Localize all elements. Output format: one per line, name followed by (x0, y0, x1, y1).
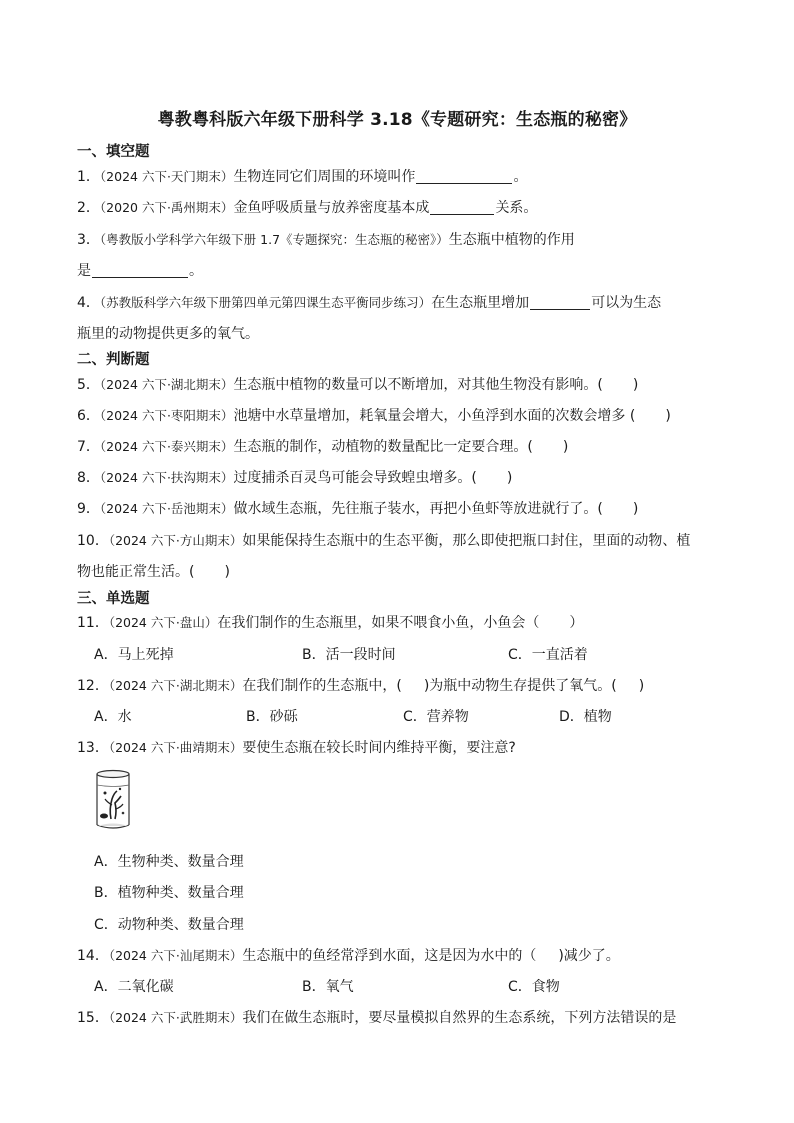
question-end: ) (506, 470, 513, 486)
question-source: （2024 六下·曲靖期末） (108, 740, 243, 755)
question-2 (77, 197, 537, 217)
option-c[interactable]: C．一直活着 (508, 647, 588, 663)
option-a[interactable]: A．水 (94, 709, 132, 725)
question-end: 。 (189, 263, 203, 279)
question-number: 11． (77, 615, 109, 631)
question-3 (77, 229, 575, 249)
answer-blank[interactable] (92, 263, 188, 278)
section-heading-single-choice: 三、单选题 (77, 591, 150, 607)
ecology-bottle-image (93, 769, 133, 831)
question-text: 生态瓶中植物的作用 (448, 232, 575, 248)
option-b[interactable]: B．活一段时间 (302, 647, 396, 663)
question-number: 14． (77, 948, 109, 964)
question-end: ) (562, 439, 569, 455)
question-end: )减少了。 (558, 948, 620, 964)
question-6 (77, 405, 671, 425)
question-text: 做水域生态瓶，先往瓶子装水，再把小鱼虾等放进就行了。( (233, 501, 603, 517)
question-number: 10． (77, 533, 109, 549)
question-source: （2024 六下·天门期末） (99, 169, 234, 184)
question-number: 7． (77, 439, 100, 455)
option-c[interactable]: C．动物种类、数量合理 (94, 917, 244, 933)
question-8 (77, 467, 512, 487)
question-number: 2． (77, 200, 100, 216)
question-number: 4． (77, 295, 100, 311)
section-heading-true-false: 二、判断题 (77, 352, 150, 368)
question-source: （2024 六下·岳池期末） (99, 501, 234, 516)
question-text: 池塘中水草量增加，耗氧量会增大，小鱼浮到水面的次数会增多 ( (233, 408, 636, 424)
question-text: 生态瓶中的鱼经常浮到水面，这是因为水中的（ (242, 948, 537, 964)
question-text: 生态瓶中植物的数量可以不断增加，对其他生物没有影响。( (233, 377, 603, 393)
question-number: 13． (77, 740, 109, 756)
question-text: 在我们制作的生态瓶里，如果不喂食小鱼，小鱼会（ (217, 615, 540, 631)
question-13 (77, 737, 516, 757)
option-d[interactable]: D．植物 (559, 709, 612, 725)
question-11 (77, 612, 583, 632)
question-text: 金鱼呼吸质量与放养密度基本成 (233, 200, 430, 216)
section-heading-fill-blank: 一、填空题 (77, 144, 150, 160)
question-source: （苏教版科学六年级下册第四单元第四课生态平衡同步练习） (99, 295, 432, 310)
question-source: （2020 六下·禹州期末） (99, 200, 234, 215)
question-number: 3． (77, 232, 100, 248)
question-10 (77, 530, 690, 550)
option-b[interactable]: B．植物种类、数量合理 (94, 885, 244, 901)
question-end: 关系。 (495, 200, 538, 216)
question-10-line-2 (77, 561, 230, 581)
question-end: ) (638, 678, 645, 694)
question-number: 9． (77, 501, 100, 517)
question-end: 。 (513, 169, 528, 185)
question-text: 要使生态瓶在较长时间内维持平衡，要注意? (242, 740, 516, 756)
question-3-line-2 (77, 260, 203, 280)
question-source: （2024 六下·汕尾期末） (108, 948, 243, 963)
question-number: 6． (77, 408, 100, 424)
question-number: 12． (77, 678, 109, 694)
question-text: 在生态瓶里增加 (431, 295, 530, 311)
question-end: ) (224, 564, 230, 580)
question-number: 5． (77, 377, 100, 393)
question-text: 物也能正常生活。( (77, 564, 195, 580)
question-text: 生物连同它们周围的环境叫作 (233, 169, 416, 185)
question-7 (77, 436, 568, 456)
question-12 (77, 675, 644, 695)
question-end: ） (569, 615, 584, 631)
question-text: 是 (77, 263, 91, 279)
question-4 (77, 292, 661, 312)
question-end: ) (632, 501, 639, 517)
option-a[interactable]: A．马上死掉 (94, 647, 174, 663)
question-1 (77, 166, 527, 186)
question-5 (77, 374, 638, 394)
question-14 (77, 945, 620, 965)
question-source: （2024 六下·湖北期末） (108, 678, 243, 693)
option-a[interactable]: A．二氧化碳 (94, 979, 174, 995)
page-title: 粤教粤科版六年级下册科学 3.18《专题研究：生态瓶的秘密》 (157, 110, 637, 130)
question-text: 过度捕杀百灵鸟可能会导致蝗虫增多。( (233, 470, 477, 486)
option-a[interactable]: A．生物种类、数量合理 (94, 854, 244, 870)
option-b[interactable]: B．砂砾 (246, 709, 298, 725)
question-text: 生态瓶的制作，动植物的数量配比一定要合理。( (233, 439, 533, 455)
question-source: （2024 六下·盘山） (108, 615, 218, 630)
question-source: （粤教版小学科学六年级下册 1.7《专题探究：生态瓶的秘密》） (99, 232, 449, 247)
question-number: 8． (77, 470, 100, 486)
question-source: （2024 六下·泰兴期末） (99, 439, 234, 454)
question-end: ) (665, 408, 671, 424)
answer-blank[interactable] (416, 169, 512, 184)
question-source: （2024 六下·方山期末） (108, 533, 243, 548)
question-source: （2024 六下·扶沟期末） (99, 470, 234, 485)
question-end: ) (632, 377, 639, 393)
question-source: （2024 六下·枣阳期末） (99, 408, 234, 423)
question-source: （2024 六下·武胜期末） (108, 1010, 243, 1025)
question-number: 15． (77, 1010, 109, 1026)
answer-blank[interactable] (530, 295, 590, 310)
option-c[interactable]: C．食物 (508, 979, 560, 995)
question-text: 如果能保持生态瓶中的生态平衡，那么即使把瓶口封住，里面的动物、植 (242, 533, 691, 549)
option-b[interactable]: B．氧气 (302, 979, 354, 995)
question-15 (77, 1007, 676, 1027)
question-source: （2024 六下·湖北期末） (99, 377, 234, 392)
question-9 (77, 498, 638, 518)
question-text: 我们在做生态瓶时，要尽量模拟自然界的生态系统，下列方法错误的是 (242, 1010, 677, 1026)
question-text: 在我们制作的生态瓶中，( (242, 678, 402, 694)
question-end: 可以为生态 (591, 295, 662, 311)
question-text: )为瓶中动物生存提供了氧气。( (423, 678, 617, 694)
option-c[interactable]: C．营养物 (403, 709, 469, 725)
question-4-line-2: 瓶里的动物提供更多的氧气。 (77, 326, 259, 342)
question-number: 1． (77, 169, 100, 185)
answer-blank[interactable] (430, 200, 494, 215)
